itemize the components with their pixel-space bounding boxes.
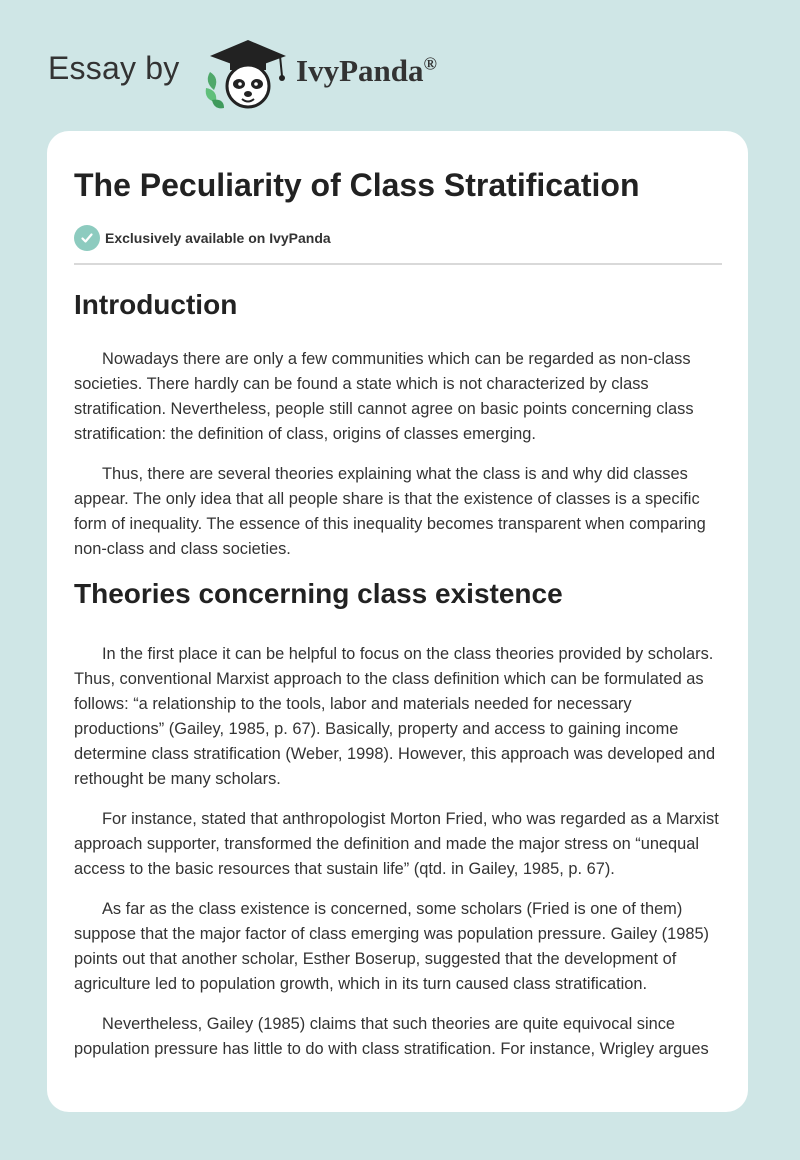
brand-prefix: Essay by bbox=[48, 50, 180, 86]
exclusive-badge bbox=[74, 225, 722, 251]
paragraph: As far as the class existence is concerned, some scholars (Fried is one of them) suppose that the major factor of class emerging was population pressure. Gailey (1985) points out that another scholar, Esther Boserup, suggested that the development of agriculture led to population growth, which in its turn caused class stratification. bbox=[74, 900, 710, 993]
divider bbox=[74, 263, 722, 265]
essay-card bbox=[47, 131, 748, 1112]
section-heading-theories: Theories concerning class existence bbox=[74, 578, 563, 609]
paragraph: Nowadays there are only a few communities which can be regarded as non-class societies. There hardly can be found a state which is not characterized by class stratification. Nevertheless, people still cannot agree on basic points concerning class stratification: the definition of class, origins of classes emerging. bbox=[74, 350, 694, 443]
paragraph: Nevertheless, Gailey (1985) claims that such theories are quite equivocal since population pressure has little to do with class stratification. For instance, Wrigley argues bbox=[74, 1015, 709, 1058]
paragraph: Thus, there are several theories explaining what the class is and why did classes appear. The only idea that all people share is that the existence of classes is a specific form of inequality. The essence of this inequality becomes transparent when comparing non-class and class societies. bbox=[74, 465, 706, 558]
essay-content bbox=[74, 131, 722, 1062]
site-header bbox=[0, 0, 800, 120]
brand-name-text: IvyPanda bbox=[296, 53, 424, 88]
registered-mark: ® bbox=[423, 53, 437, 74]
section-heading-introduction: Introduction bbox=[74, 289, 238, 320]
exclusive-badge-label: Exclusively available on IvyPanda bbox=[105, 230, 331, 246]
panda-graduate-icon[interactable] bbox=[200, 36, 292, 110]
paragraph: For instance, stated that anthropologist Morton Fried, who was regarded as a Marxist approach supporter, transformed the definition and made the major stress on “unequal access to the basic resources that sustain life” (qtd. in Gailey, 1985, p. 67). bbox=[74, 810, 719, 878]
paragraph: In the first place it can be helpful to focus on the class theories provided by scholars. Thus, conventional Marxist approach to the class definition which can be formulated as follows: “a relationship to the tools, labor and materials needed for necessary productions” (Gailey, 1985, p. 67). Basically, property and access to gaining income determine class stratification (Weber, 1998). However, this approach was developed and rethought be many scholars. bbox=[74, 645, 716, 788]
essay-title: The Peculiarity of Class Stratification bbox=[74, 167, 640, 203]
brand-name[interactable] bbox=[296, 53, 437, 89]
check-circle-icon bbox=[74, 225, 100, 251]
